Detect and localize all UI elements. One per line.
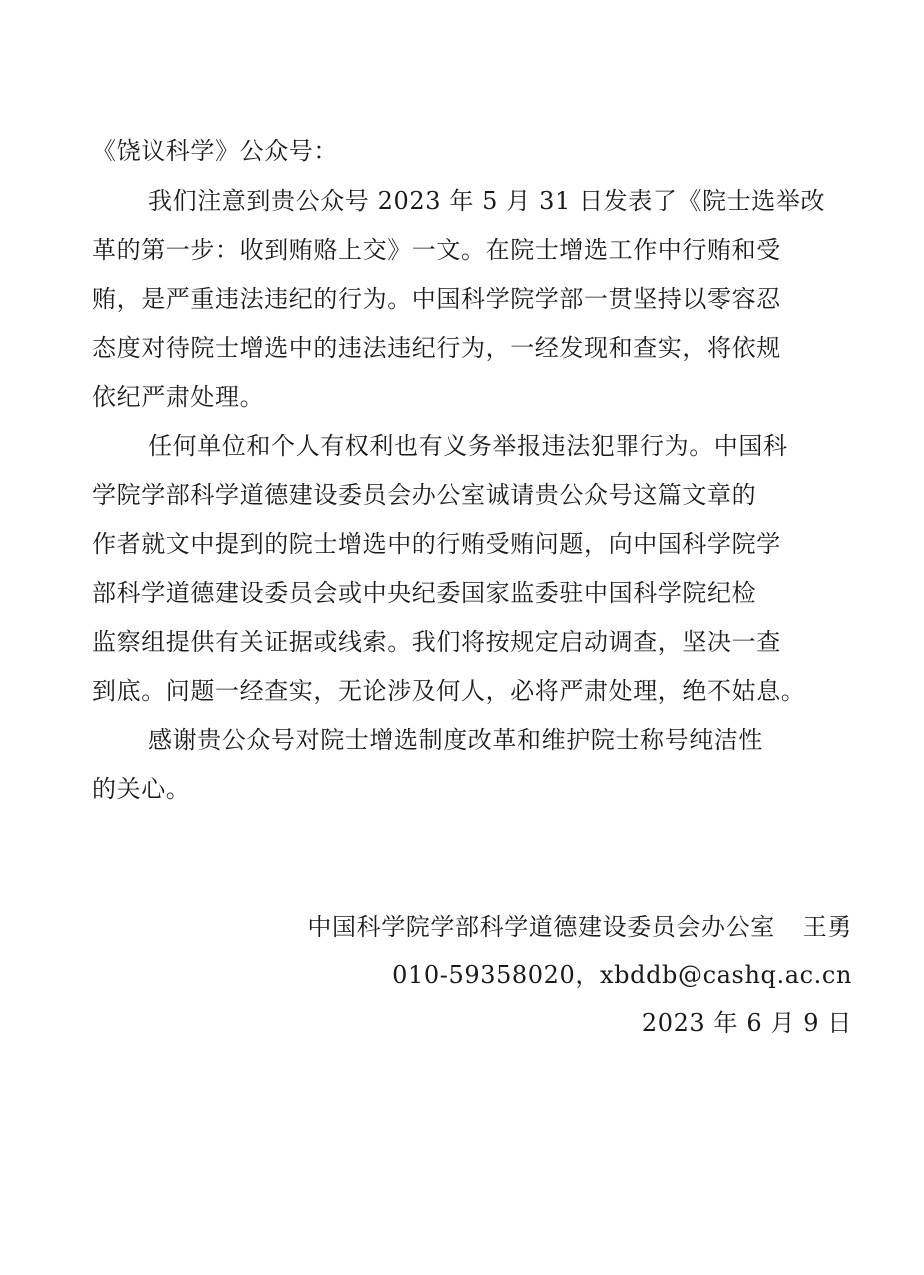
- salutation: 《饶议科学》公众号：: [92, 137, 338, 165]
- paragraph-2-line-1: 任何单位和个人有权利也有义务举报违法犯罪行为。中国科: [148, 432, 788, 460]
- signature-person: 王勇: [802, 913, 852, 941]
- contact-line: 010-59358020，xbddb@cashq.ac.cn: [392, 961, 852, 989]
- paragraph-1-line-4: 态度对待院士增选中的违法违纪行为，一经发现和查实，将依规: [92, 334, 781, 362]
- paragraph-1-line-2: 革的第一步：收到贿赂上交》一文。在院士增选工作中行贿和受: [92, 236, 781, 264]
- signature-office: 中国科学院学部科学道德建设委员会办公室: [307, 913, 775, 941]
- date-line: 2023 年 6 月 9 日: [641, 1009, 852, 1037]
- paragraph-1-line-5: 依纪严肃处理。: [92, 383, 265, 411]
- paragraph-3-line-1: 感谢贵公众号对院士增选制度改革和维护院士称号纯洁性: [148, 726, 763, 754]
- paragraph-2-line-6: 到底。问题一经查实，无论涉及何人，必将严肃处理，绝不姑息。: [92, 677, 806, 705]
- paragraph-2-line-5: 监察组提供有关证据或线索。我们将按规定启动调查，坚决一查: [92, 628, 781, 656]
- signature-line: [307, 912, 852, 942]
- paragraph-2-line-4: 部科学道德建设委员会或中央纪委国家监委驻中国科学院纪检: [92, 579, 757, 607]
- paragraph-3-line-2: 的关心。: [92, 775, 191, 803]
- paragraph-2-line-3: 作者就文中提到的院士增选中的行贿受贿问题，向中国科学院学: [92, 530, 781, 558]
- paragraph-1-line-1: 我们注意到贵公众号 2023 年 5 月 31 日发表了《院士选举改: [148, 187, 826, 215]
- paragraph-1-line-3: 贿，是严重违法违纪的行为。中国科学院学部一贯坚持以零容忍: [92, 285, 781, 313]
- paragraph-2-line-2: 学院学部科学道德建设委员会办公室诚请贵公众号这篇文章的: [92, 481, 757, 509]
